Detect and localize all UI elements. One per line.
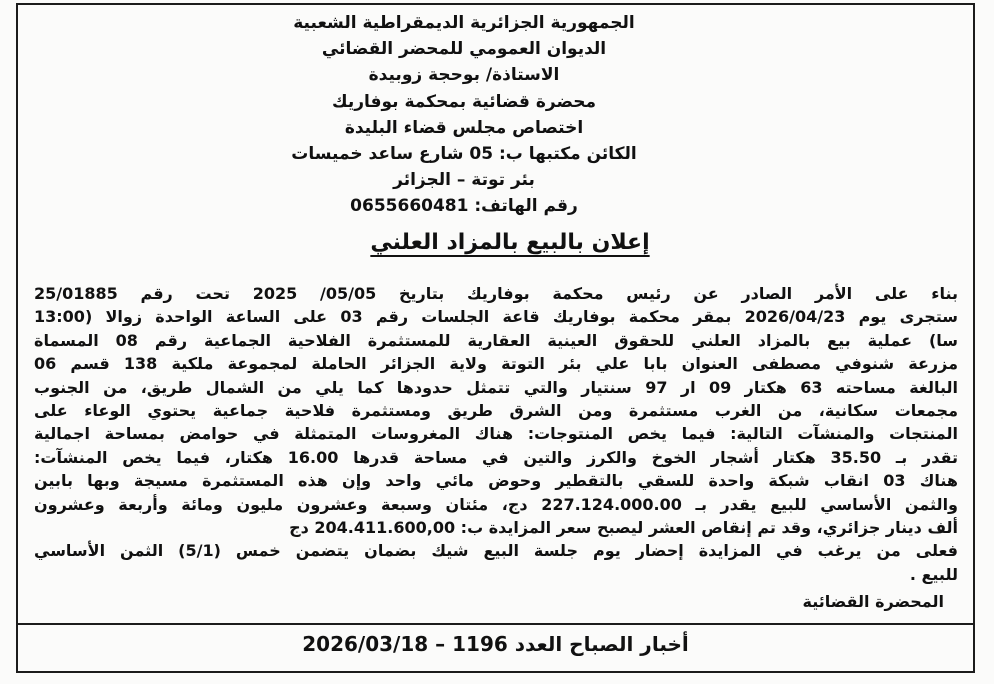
header-line: اختصاص مجلس قضاء البليدة <box>344 117 584 138</box>
body-line: للبيع . <box>909 564 958 584</box>
notice-body <box>34 282 958 586</box>
header-line: الديوان العمومي للمحضر القضائي <box>321 39 607 60</box>
newspaper-footer: أخبار الصباح العدد 1196 – 2026/03/18 <box>302 632 689 656</box>
header-line: بئر توتة – الجزائر <box>393 170 535 191</box>
signature: المحضرة القضائية <box>802 592 944 611</box>
body-line: تقدر بـ 35.50 هكتار أشجار الخوخ والكرز والتين في مساحة قدرها 16.00 هكتار، فيما يخص المنشآت: <box>34 447 958 467</box>
body-line: والثمن الأساسي للبيع يقدر بـ 227.124.000.00 دج، مئتان وسبعة وعشرون مليون ومائة وأربعة وعشرون <box>34 494 958 514</box>
header-line: الكائن مكتبها ب: 05 شارع ساعد خميسات <box>291 144 637 165</box>
header-line: الجمهورية الجزائرية الديمقراطية الشعبية <box>293 13 635 33</box>
body-line: بناء على الأمر الصادر عن رئيس محكمة بوفاريك بتاريخ 05/05/ 2025 تحت رقم 25/01885 <box>34 284 958 303</box>
body-line: هناك 03 انقاب شبكة واحدة للسقي بالتقطير وحوض مائي واحد وإن هذه المستثمرة مسيجة وبها بابين <box>34 471 958 491</box>
body-line: البالغة مساحته 63 هكتار 09 ار 97 سنتيار والتي تتمثل حدودها كما يلي من الشمال طريق، من الجنوب <box>34 377 958 397</box>
notice-title: إعلان بالبيع بالمزاد العلني <box>370 230 650 255</box>
header-line: محضرة قضائية بمحكمة بوفاريك <box>332 91 596 112</box>
body-line: مزرعة شنوفي مصطفى العنوان بابا علي بئر التوتة ولاية الجزائر الحاملة لمجموعة ملكية 138 قسم 06 <box>34 354 958 374</box>
body-line: ستجرى يوم 2026/04/23 بمقر محكمة بوفاريك قاعة الجلسات رقم 03 على الساعة الواحدة زوالا (13:00 <box>34 307 958 327</box>
body-line: ألف دينار جزائري، وقد تم إنقاص العشر ليصبح سعر المزايدة ب: 204.411.600,00 دج <box>289 518 958 538</box>
body-line: المنتجات والمنشآت التالية: فيما يخص المنتوجات: هناك المغروسات المتمثلة في حوامض بمساحة اجمالية <box>34 424 958 444</box>
header-line: الاستاذة/ بوحجة زوبيدة <box>368 65 560 86</box>
footer-divider <box>18 623 973 625</box>
body-line: سا) عملية بيع بالمزاد العلني للحقوق العينية العقارية للمستثمرة الفلاحية الجماعية رقم 08 المسماة <box>34 330 958 350</box>
body-line: مجمعات سكانية، من الغرب مستثمرة ومن الشرق طريق ومستثمرة فلاحية جماعية يحتوي الوعاء على <box>34 401 958 421</box>
notice-title-wrap <box>200 226 820 260</box>
body-line: فعلى من يرغب في المزايدة إحضار يوم جلسة البيع شيك بضمان يتضمن خمس (5/1) الثمن الأساسي <box>34 541 958 561</box>
issuer-header <box>254 10 674 220</box>
header-line: رقم الهاتف: 0655660481 <box>350 196 578 217</box>
